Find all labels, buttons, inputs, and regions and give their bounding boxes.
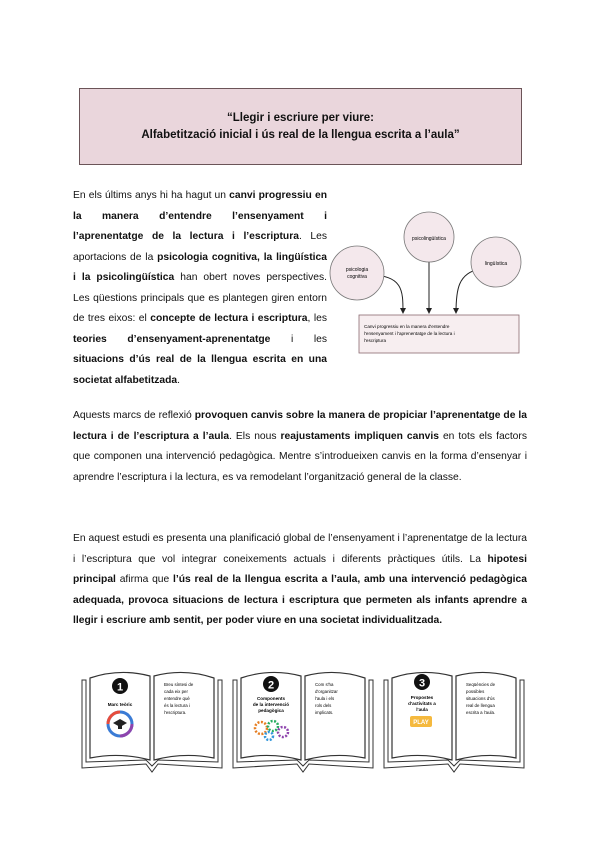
book-2-text-4: rols dels [315,703,332,708]
book-3-label-1: Propostes [410,695,434,700]
play-badge-label: PLAY [413,720,429,726]
bold-run: l’ús real de la llengua escrita a l’aula, amb una intervenció pedagògica adequada, provoca situacions de lectura i escriptura que permeten als infants aprendre a llegir i escriure amb sentit, per poder viure en una societat individualitzada. [73,574,527,626]
circle-linguistics-label: lingüística [484,261,508,267]
play-badge [410,716,432,727]
book-2-label-2: de la intervenció [252,702,290,707]
bold-run: psicologia cognitiva, la lingüística i la psicolingüística [73,251,327,283]
bold-run: reajustaments impliquen canvis [280,430,439,442]
paragraph-frameworks [73,406,527,488]
books-illustration [80,664,525,774]
change-box-line1: Canvi progressiu en la manera d'entendre [364,324,450,329]
change-box-line2: l'ensenyament i l'aprenentatge de la lectura i [364,331,455,336]
circle-linguistics [471,237,521,287]
change-box-line3: l'escriptura [364,338,387,343]
book-3-text-1: Seqüències de [466,682,496,687]
axes-diagram [328,205,528,365]
title-line-1: “Llegir i escriure per viure: [226,111,374,124]
book-2-number: 2 [267,679,275,692]
paragraph-hypothesis [73,529,527,632]
circle-psychology [330,246,384,300]
book-1-label: Marc teòric [107,702,133,707]
change-box [359,315,519,353]
text-run: han obert noves perspectives. Les qüestions principals que es plantegen giren entorn de tres eixos: el [73,272,327,324]
book-2-label-3: pedagògica [258,708,284,713]
book-3-label-3: l'aula [416,707,428,712]
text-run: , les [307,313,327,324]
book-1-text-5: l'escriptura. [164,710,187,715]
circle-psycholinguistics [404,212,454,262]
text-run: Aquests marcs de reflexió [73,410,195,421]
book-3-text-5: escrita a l'aula. [466,710,496,715]
book-3-label-2: d'activitats a [408,701,436,706]
book-1-text-4: és la lectura i [164,703,190,708]
title-box [79,88,522,165]
book-2-text-2: d'organitzar [315,689,338,694]
text-run: . Les aportacions de la [73,231,327,263]
bold-run: concepte de lectura i escriptura [150,313,308,324]
bold-run: situacions d’ús real de la llengua escrita en una societat alfabetitzada [73,354,327,386]
text-run: afirma que [115,574,174,585]
book-2-text-3: l'aula i els [315,696,335,701]
text-run: . Els nous [229,430,281,442]
book-3-text-3: situacions d'ús [466,696,495,701]
book-1 [82,672,222,772]
book-1-text-1: Breu síntesi de [164,682,194,687]
book-2-label-1: Components [256,696,286,701]
text-run: . [177,374,181,386]
title-line-2: Alfabetització inicial i ús real de la llengua escrita a l’aula” [141,128,460,141]
bold-run: provoquen canvis sobre la manera de propiciar l’aprenentatge de la lectura i de l’escriptura a l’aula [73,410,528,442]
book-1-text-2: cada eix per [164,689,188,694]
book-3-text-2: possibles [466,689,485,694]
text-run: en tots els factors que componen una intervenció pedagògica. Mentre s’introdueixen canvis en la forma d’ensenyar i aprendre l’escriptura i la lectura, es va remodelant l’organització general de la classe. [73,430,527,483]
book-1-number: 1 [116,681,124,694]
book-3-number: 3 [418,677,426,690]
text-run: En els últims anys hi ha hagut un [73,190,230,201]
circle-psychology-line1: psicologia [345,267,369,273]
book-1-text-3: entendre què [164,696,190,701]
bold-run: teories d’ensenyament-aprenentatge [73,333,271,345]
book-2 [233,672,373,772]
text-run: i les [270,333,327,345]
circle-psychology-line2: cognitiva [347,274,367,280]
book-3-text-4: real de llengua [466,703,495,708]
text-run: En aquest estudi es presenta una planificació global de l’ensenyament i l’aprenentatge de la lectura i l’escriptura que vol integrar coneixements actuals i diferents pràctiques útils. La [73,533,527,565]
book-3 [384,672,524,772]
book-2-text-1: Com s'ha [315,682,334,687]
bold-run: canvi progressiu en la manera d’entendre l’ensenyament i l’aprenentatge de la lectura i l’escriptura [73,190,327,242]
bold-run: hipotesi principal [73,553,527,585]
book-2-text-5: implicats. [315,710,334,715]
paragraph-intro [73,186,327,391]
circle-psycholinguistics-label: psicolingüística [412,236,446,242]
